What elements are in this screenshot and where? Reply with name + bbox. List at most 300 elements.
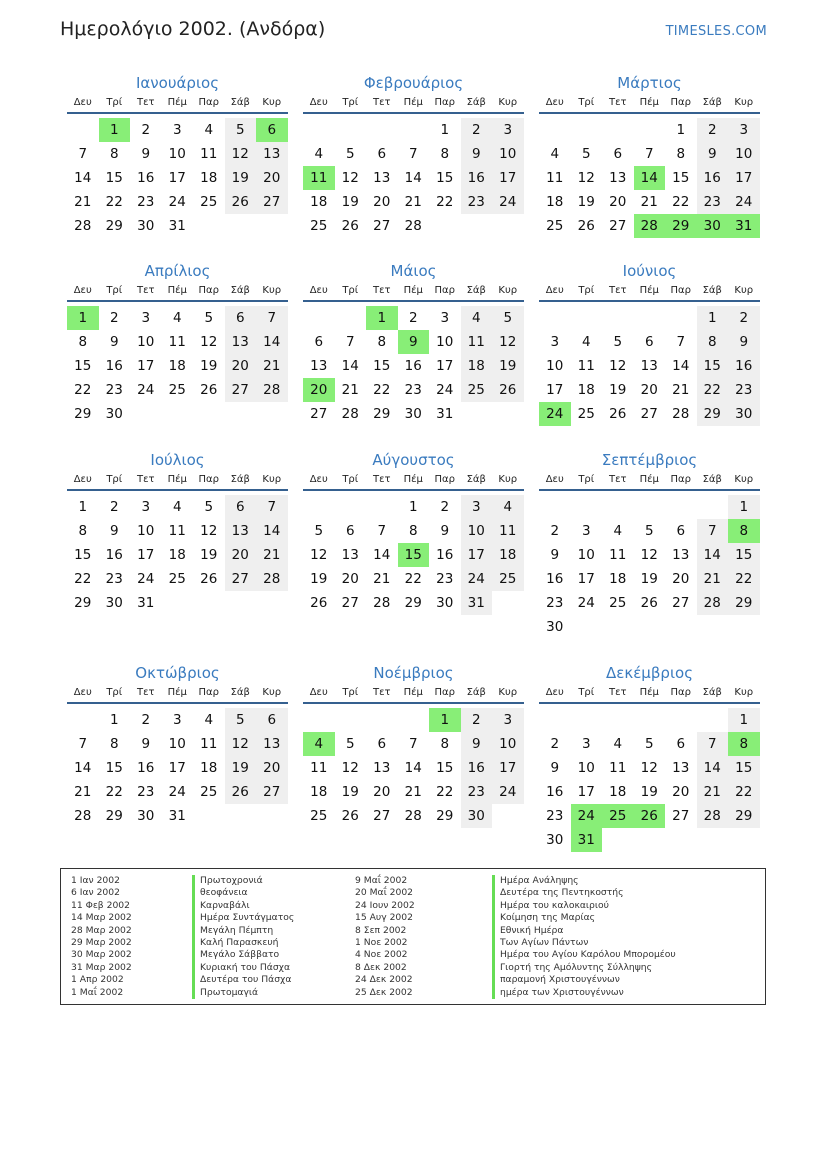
weekday-label: Κυρ — [262, 97, 282, 108]
day-cell: 26 — [200, 571, 218, 587]
weekday-label: Πέμ — [403, 97, 423, 108]
weekday-label: Τετ — [608, 474, 627, 485]
day-cell: 24 — [728, 190, 760, 214]
weekday-label: Κυρ — [498, 474, 518, 485]
day-cell: 2 — [408, 310, 418, 326]
day-cell: 17 — [492, 756, 524, 780]
day-cell: 24 — [168, 784, 186, 800]
day-cell: 29 — [728, 804, 760, 828]
day-cell: 23 — [461, 190, 493, 214]
day-cell: 26 — [225, 780, 257, 804]
weekday-header — [539, 684, 760, 704]
day-cell: 25 — [609, 595, 627, 611]
day-cell: 1 — [408, 499, 418, 515]
day-cell: 28 — [672, 406, 690, 422]
day-cell: 5 — [345, 736, 355, 752]
day-cell: 4 — [204, 122, 214, 138]
weekday-label: Τετ — [372, 285, 391, 296]
day-cell: 3 — [172, 712, 182, 728]
weekday-label: Κυρ — [734, 97, 754, 108]
day-cell: 15 — [373, 358, 391, 374]
day-grid — [303, 708, 524, 828]
day-cell: 5 — [345, 146, 355, 162]
empty-cell — [602, 495, 634, 519]
day-cell: 8 — [440, 736, 450, 752]
day-cell: 25 — [200, 194, 218, 210]
day-cell: 9 — [550, 547, 560, 563]
day-cell: 16 — [546, 784, 564, 800]
day-cell: 21 — [404, 784, 422, 800]
day-cell: 16 — [436, 547, 454, 563]
day-cell: 11 — [546, 170, 564, 186]
day-cell: 11 — [609, 760, 627, 776]
weekday-label: Σάβ — [466, 97, 486, 108]
holiday-name: Μεγάλη Πέμπτη — [192, 925, 294, 937]
weekday-label: Δευ — [309, 97, 328, 108]
day-cell: 28 — [404, 808, 422, 824]
empty-cell — [571, 495, 603, 519]
day-grid — [539, 708, 760, 852]
weekday-label: Δευ — [545, 97, 564, 108]
weekday-label: Παρ — [670, 687, 691, 698]
empty-cell — [492, 214, 524, 238]
empty-cell — [193, 591, 225, 615]
day-cell: 12 — [200, 523, 218, 539]
weekday-label: Τετ — [608, 687, 627, 698]
day-cell: 22 — [105, 784, 123, 800]
day-cell: 9 — [141, 146, 151, 162]
month-name: Νοέμβριος — [373, 664, 454, 682]
day-cell: 19 — [200, 547, 218, 563]
weekday-label: Κυρ — [262, 285, 282, 296]
day-cell: 20 — [225, 543, 257, 567]
day-cell: 4 — [461, 306, 493, 330]
day-cell: 26 — [341, 808, 359, 824]
day-cell: 7 — [697, 732, 729, 756]
day-cell: 12 — [492, 330, 524, 354]
empty-cell — [728, 828, 760, 852]
weekday-label: Τετ — [372, 687, 391, 698]
empty-cell — [602, 828, 634, 852]
weekday-label: Τρί — [106, 285, 123, 296]
day-cell: 3 — [141, 499, 151, 515]
day-cell: 11 — [461, 330, 493, 354]
day-cell: 31 — [168, 218, 186, 234]
month-name: Φεβρουάριος — [363, 74, 464, 92]
day-cell: 5 — [204, 499, 214, 515]
empty-cell — [256, 804, 288, 828]
day-cell: 28 — [373, 595, 391, 611]
empty-cell — [602, 708, 634, 732]
day-cell: 1 — [429, 708, 461, 732]
day-cell: 8 — [728, 732, 760, 756]
empty-cell — [665, 828, 697, 852]
weekday-label: Πέμ — [403, 474, 423, 485]
day-cell: 23 — [546, 808, 564, 824]
empty-cell — [225, 402, 257, 426]
day-cell: 8 — [78, 523, 88, 539]
day-cell: 25 — [310, 808, 328, 824]
weekday-label: Τετ — [608, 97, 627, 108]
day-cell: 17 — [492, 166, 524, 190]
day-cell: 25 — [200, 784, 218, 800]
day-cell: 18 — [609, 784, 627, 800]
holiday-name: Μεγάλο Σάββατο — [192, 949, 294, 961]
day-cell: 26 — [225, 190, 257, 214]
holiday-name: Δευτέρα της Πεντηκοστής — [492, 887, 676, 899]
day-cell: 19 — [310, 571, 328, 587]
weekday-label: Σάβ — [702, 97, 722, 108]
day-cell: 7 — [697, 519, 729, 543]
day-cell: 27 — [672, 595, 690, 611]
day-cell: 17 — [168, 760, 186, 776]
day-cell: 21 — [404, 194, 422, 210]
day-cell: 15 — [728, 756, 760, 780]
holiday-name: Εθνική Ημέρα — [492, 925, 676, 937]
weekday-label: Κυρ — [734, 474, 754, 485]
day-cell: 6 — [345, 523, 355, 539]
day-cell: 4 — [581, 334, 591, 350]
day-cell: 15 — [398, 543, 430, 567]
day-cell: 9 — [141, 736, 151, 752]
day-cell: 11 — [168, 523, 186, 539]
day-cell: 10 — [461, 519, 493, 543]
weekday-label: Σάβ — [230, 474, 250, 485]
empty-cell — [665, 306, 697, 330]
month-name: Σεπτέμβριος — [601, 451, 698, 469]
day-cell: 18 — [200, 760, 218, 776]
day-cell: 1 — [109, 712, 119, 728]
day-cell: 23 — [105, 382, 123, 398]
day-cell: 9 — [697, 142, 729, 166]
day-cell: 26 — [577, 218, 595, 234]
month-block — [539, 260, 760, 426]
day-cell: 5 — [492, 306, 524, 330]
weekday-label: Τετ — [608, 285, 627, 296]
weekday-label: Δευ — [545, 474, 564, 485]
day-cell: 11 — [577, 358, 595, 374]
day-cell: 29 — [697, 402, 729, 426]
day-cell: 18 — [310, 784, 328, 800]
day-cell: 8 — [408, 523, 418, 539]
day-cell: 30 — [404, 406, 422, 422]
day-cell: 20 — [672, 784, 690, 800]
day-cell: 27 — [256, 780, 288, 804]
day-cell: 20 — [640, 382, 658, 398]
day-cell: 20 — [256, 166, 288, 190]
day-cell: 28 — [256, 378, 288, 402]
day-cell: 30 — [697, 214, 729, 238]
day-cell: 22 — [728, 780, 760, 804]
weekday-header — [539, 471, 760, 491]
empty-cell — [335, 708, 367, 732]
day-cell: 20 — [341, 571, 359, 587]
weekday-label: Τρί — [342, 687, 359, 698]
empty-cell — [665, 495, 697, 519]
day-cell: 5 — [225, 118, 257, 142]
day-cell: 20 — [609, 194, 627, 210]
month-block — [67, 662, 288, 828]
day-cell: 4 — [550, 146, 560, 162]
day-cell: 9 — [109, 334, 119, 350]
day-cell: 1 — [67, 306, 99, 330]
day-cell: 22 — [697, 378, 729, 402]
day-cell: 28 — [697, 591, 729, 615]
day-cell: 15 — [728, 543, 760, 567]
weekday-header — [539, 282, 760, 302]
day-cell: 15 — [105, 170, 123, 186]
day-cell: 7 — [256, 306, 288, 330]
empty-cell — [193, 214, 225, 238]
day-grid — [539, 118, 760, 238]
day-cell: 4 — [204, 712, 214, 728]
empty-cell — [335, 495, 367, 519]
day-cell: 27 — [225, 567, 257, 591]
day-cell: 14 — [672, 358, 690, 374]
weekday-label: Δευ — [309, 687, 328, 698]
day-cell: 14 — [256, 330, 288, 354]
day-cell: 16 — [728, 354, 760, 378]
weekday-label: Τρί — [342, 97, 359, 108]
day-cell: 19 — [640, 571, 658, 587]
day-cell: 2 — [697, 118, 729, 142]
weekday-label: Δευ — [73, 474, 92, 485]
weekday-label: Δευ — [73, 687, 92, 698]
day-cell: 3 — [581, 736, 591, 752]
day-cell: 23 — [697, 190, 729, 214]
day-cell: 28 — [74, 808, 92, 824]
day-cell: 7 — [676, 334, 686, 350]
empty-cell — [429, 214, 461, 238]
day-cell: 24 — [571, 804, 603, 828]
month-block — [67, 72, 288, 238]
weekday-label: Παρ — [670, 97, 691, 108]
day-cell: 6 — [676, 523, 686, 539]
weekday-label: Πέμ — [167, 687, 187, 698]
day-cell: 7 — [256, 495, 288, 519]
day-cell: 28 — [256, 567, 288, 591]
empty-cell — [634, 495, 666, 519]
day-cell: 3 — [581, 523, 591, 539]
day-cell: 13 — [373, 760, 391, 776]
day-cell: 11 — [303, 166, 335, 190]
holiday-name: Πρωτομαγιά — [192, 987, 294, 999]
day-cell: 19 — [225, 166, 257, 190]
weekday-label: Τετ — [372, 474, 391, 485]
empty-cell — [303, 118, 335, 142]
weekday-label: Κυρ — [262, 474, 282, 485]
empty-cell — [492, 402, 524, 426]
weekday-label: Σάβ — [230, 687, 250, 698]
day-cell: 1 — [728, 708, 760, 732]
day-cell: 18 — [492, 543, 524, 567]
day-cell: 7 — [408, 146, 418, 162]
day-grid — [67, 708, 288, 828]
day-cell: 27 — [225, 378, 257, 402]
day-cell: 23 — [728, 378, 760, 402]
weekday-label: Σάβ — [702, 474, 722, 485]
day-cell: 5 — [644, 736, 654, 752]
day-grid — [303, 495, 524, 615]
weekday-label: Τρί — [578, 285, 595, 296]
day-cell: 27 — [310, 406, 328, 422]
day-cell: 12 — [200, 334, 218, 350]
month-block — [303, 449, 524, 615]
weekday-label: Παρ — [434, 687, 455, 698]
empty-cell — [461, 402, 493, 426]
empty-cell — [539, 708, 571, 732]
holiday-name: Κυριακή του Πάσχα — [192, 962, 294, 974]
day-cell: 6 — [314, 334, 324, 350]
weekday-label: Σάβ — [466, 687, 486, 698]
day-cell: 20 — [225, 354, 257, 378]
day-cell: 29 — [74, 406, 92, 422]
day-cell: 31 — [436, 406, 454, 422]
month-name: Απρίλιος — [144, 262, 211, 280]
empty-cell — [602, 306, 634, 330]
day-cell: 19 — [609, 382, 627, 398]
empty-cell — [225, 591, 257, 615]
day-cell: 6 — [225, 306, 257, 330]
holiday-name: Των Αγίων Πάντων — [492, 937, 676, 949]
day-cell: 14 — [74, 760, 92, 776]
day-cell: 10 — [577, 760, 595, 776]
holiday-name: Ημέρα Ανάληψης — [492, 875, 676, 887]
holiday-date: 11 Φεβ 2002 — [71, 899, 130, 911]
day-cell: 22 — [436, 194, 454, 210]
day-cell: 21 — [74, 194, 92, 210]
day-cell: 21 — [697, 567, 729, 591]
day-cell: 5 — [225, 708, 257, 732]
day-cell: 21 — [373, 571, 391, 587]
holiday-date: 1 Ιαν 2002 — [71, 875, 120, 886]
day-cell: 13 — [672, 547, 690, 563]
empty-cell — [492, 591, 524, 615]
day-cell: 16 — [461, 756, 493, 780]
day-cell: 18 — [577, 382, 595, 398]
weekday-label: Παρ — [670, 285, 691, 296]
weekday-label: Παρ — [434, 97, 455, 108]
day-grid — [67, 306, 288, 426]
day-cell: 11 — [310, 760, 328, 776]
day-cell: 3 — [172, 122, 182, 138]
day-cell: 7 — [377, 523, 387, 539]
day-cell: 2 — [141, 122, 151, 138]
empty-cell — [634, 708, 666, 732]
day-cell: 12 — [341, 760, 359, 776]
day-cell: 24 — [168, 194, 186, 210]
day-cell: 25 — [577, 406, 595, 422]
day-cell: 10 — [137, 523, 155, 539]
day-cell: 11 — [609, 547, 627, 563]
day-cell: 4 — [314, 146, 324, 162]
day-cell: 30 — [105, 595, 123, 611]
empty-cell — [634, 828, 666, 852]
empty-cell — [539, 118, 571, 142]
day-cell: 2 — [550, 736, 560, 752]
day-cell: 21 — [672, 382, 690, 398]
day-cell: 16 — [546, 571, 564, 587]
month-name: Μάιος — [390, 262, 437, 280]
day-cell: 18 — [461, 354, 493, 378]
day-cell: 10 — [436, 334, 454, 350]
empty-cell — [602, 615, 634, 639]
day-cell: 8 — [78, 334, 88, 350]
day-cell: 20 — [303, 378, 335, 402]
day-cell: 30 — [137, 808, 155, 824]
empty-cell — [225, 804, 257, 828]
holiday-name: παραμονή Χριστουγέννων — [492, 974, 676, 986]
weekday-label: Τρί — [342, 285, 359, 296]
day-cell: 17 — [168, 170, 186, 186]
day-cell: 21 — [256, 354, 288, 378]
day-cell: 17 — [577, 784, 595, 800]
empty-cell — [571, 615, 603, 639]
brand-link[interactable]: TIMESLES.COM — [665, 24, 767, 39]
day-cell: 29 — [373, 406, 391, 422]
holiday-date: 8 Σεπ 2002 — [355, 924, 407, 936]
day-cell: 10 — [137, 334, 155, 350]
day-cell: 9 — [728, 330, 760, 354]
day-cell: 22 — [728, 567, 760, 591]
empty-cell — [256, 591, 288, 615]
day-cell: 21 — [341, 382, 359, 398]
weekday-label: Πέμ — [167, 285, 187, 296]
day-cell: 13 — [225, 330, 257, 354]
weekday-label: Παρ — [434, 285, 455, 296]
day-cell: 16 — [137, 170, 155, 186]
weekday-label: Κυρ — [262, 687, 282, 698]
day-cell: 23 — [546, 595, 564, 611]
day-cell: 11 — [492, 519, 524, 543]
day-cell: 14 — [341, 358, 359, 374]
day-cell: 6 — [377, 736, 387, 752]
day-cell: 19 — [640, 784, 658, 800]
day-cell: 10 — [168, 146, 186, 162]
day-cell: 3 — [728, 118, 760, 142]
holiday-list — [60, 868, 766, 1005]
day-cell: 10 — [577, 547, 595, 563]
weekday-label: Πέμ — [167, 474, 187, 485]
empty-cell — [303, 495, 335, 519]
day-cell: 13 — [256, 732, 288, 756]
day-cell: 3 — [492, 708, 524, 732]
day-cell: 5 — [644, 523, 654, 539]
day-cell: 8 — [109, 146, 119, 162]
day-cell: 25 — [168, 382, 186, 398]
weekday-label: Δευ — [545, 285, 564, 296]
day-cell: 1 — [697, 306, 729, 330]
day-cell: 24 — [492, 190, 524, 214]
day-cell: 13 — [225, 519, 257, 543]
day-cell: 30 — [546, 619, 564, 635]
weekday-header — [67, 282, 288, 302]
day-cell: 22 — [74, 571, 92, 587]
day-cell: 29 — [404, 595, 422, 611]
weekday-label: Πέμ — [639, 687, 659, 698]
day-cell: 14 — [404, 170, 422, 186]
holiday-date: 1 Μαΐ 2002 — [71, 986, 124, 998]
day-cell: 18 — [168, 358, 186, 374]
holiday-date: 25 Δεκ 2002 — [355, 986, 413, 998]
weekday-label: Παρ — [670, 474, 691, 485]
day-cell: 2 — [550, 523, 560, 539]
month-name: Δεκέμβριος — [605, 664, 693, 682]
month-block — [303, 260, 524, 426]
month-name: Ιανουάριος — [135, 74, 219, 92]
empty-cell — [634, 615, 666, 639]
day-cell: 5 — [613, 334, 623, 350]
